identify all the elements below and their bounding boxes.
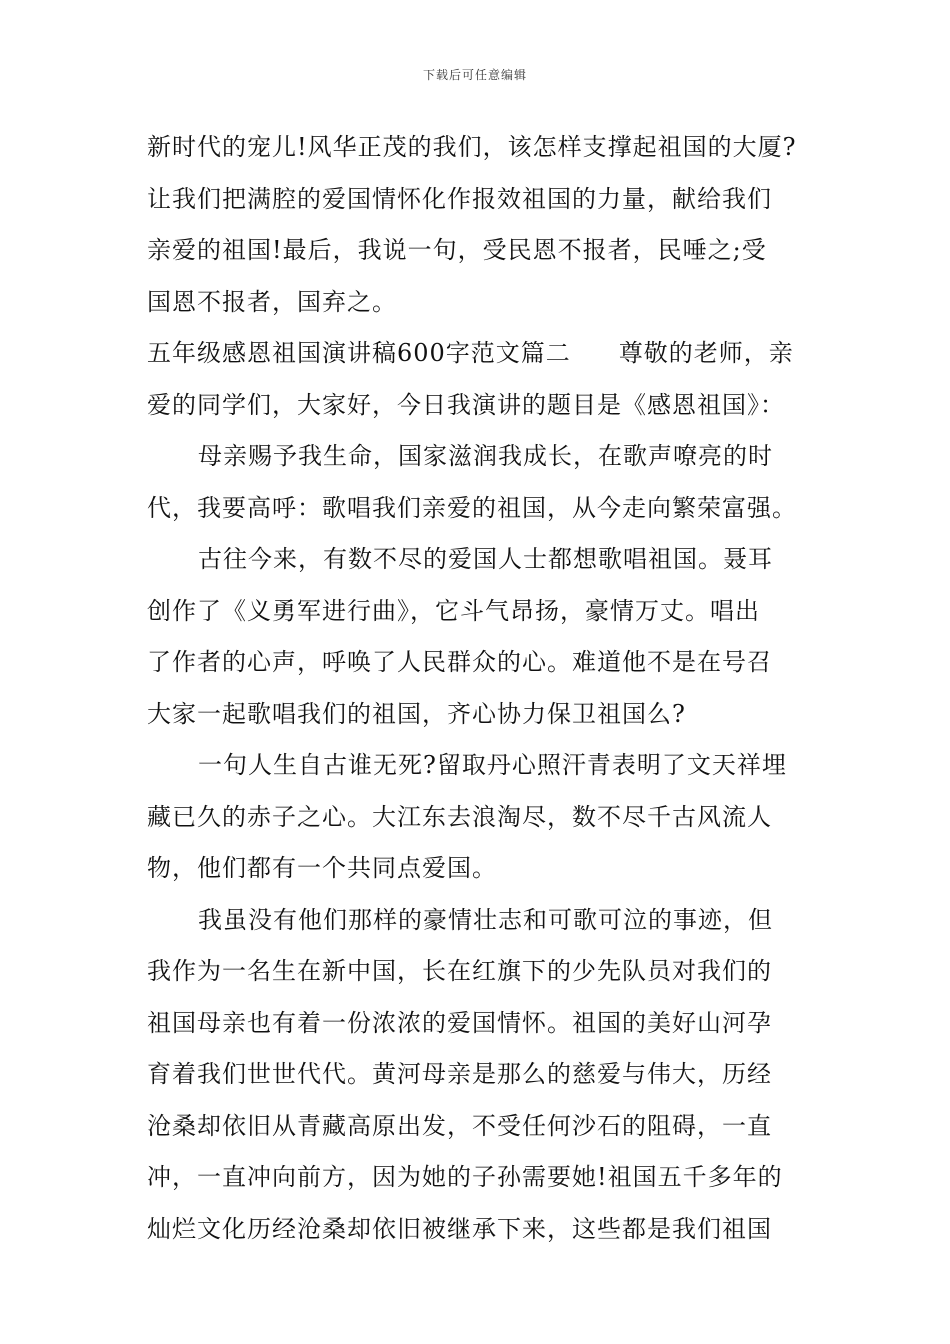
text-line: 爱的同学们，大家好，今日我演讲的题目是《感恩祖国》：	[147, 390, 785, 419]
page-header: 下载后可任意编辑	[422, 68, 527, 82]
text-line: 创作了《义勇军进行曲》，它斗气昂扬，豪情万丈。唱出	[147, 596, 760, 625]
document-body	[147, 122, 811, 1255]
paragraph-start-line: 一句人生自古谁无死?留取丹心照汗青表明了文天祥埋	[198, 751, 787, 779]
section-heading: 五年级感恩祖国演讲稿600字范文篇二	[147, 339, 571, 367]
salutation-start: 尊敬的老师，亲	[618, 339, 794, 367]
text-line: 物，他们都有一个共同点爱国。	[147, 854, 497, 882]
text-line: 藏已久的赤子之心。大江东去浪淘尽，数不尽千古风流人	[147, 802, 772, 831]
text-line: 灿烂文化历经沧桑却依旧被继承下来，这些都是我们祖国	[147, 1214, 772, 1243]
text-line: 让我们把满腔的爱国情怀化作报效祖国的力量，献给我们	[147, 184, 772, 213]
text-line: 祖国母亲也有着一份浓浓的爱国情怀。祖国的美好山河孕	[147, 1008, 772, 1037]
text-line: 代，我要高呼：歌唱我们亲爱的祖国，从今走向繁荣富强。	[147, 493, 797, 522]
text-line: 沧桑却依旧从青藏高原出发，不受任何沙石的阻碍，一直	[147, 1111, 772, 1140]
text-line: 我作为一名生在新中国，长在红旗下的少先队员对我们的	[147, 957, 772, 985]
text-line: 国恩不报者，国弃之。	[147, 287, 397, 316]
text-line: 育着我们世世代代。黄河母亲是那么的慈爱与伟大，历经	[147, 1060, 772, 1088]
section-heading-line	[147, 328, 811, 380]
paragraph-start-line: 古往今来，有数不尽的爱国人士都想歌唱祖国。聂耳	[198, 545, 773, 573]
text-line: 大家一起歌唱我们的祖国，齐心协力保卫祖国么?	[147, 699, 686, 728]
paragraph-start-line: 我虽没有他们那样的豪情壮志和可歌可泣的事迹，但	[198, 905, 773, 934]
paragraph-start-line: 母亲赐予我生命，国家滋润我成长，在歌声嘹亮的时	[198, 442, 773, 470]
text-line: 冲，一直冲向前方，因为她的子孙需要她!祖国五千多年的	[147, 1163, 783, 1191]
text-line: 亲爱的祖国!最后，我说一句，受民恩不报者，民唾之;受	[147, 236, 767, 264]
text-line: 了作者的心声，呼唤了人民群众的心。难道他不是在号召	[147, 648, 772, 676]
text-line: 新时代的宠儿!风华正茂的我们，该怎样支撑起祖国的大厦?	[147, 133, 797, 161]
